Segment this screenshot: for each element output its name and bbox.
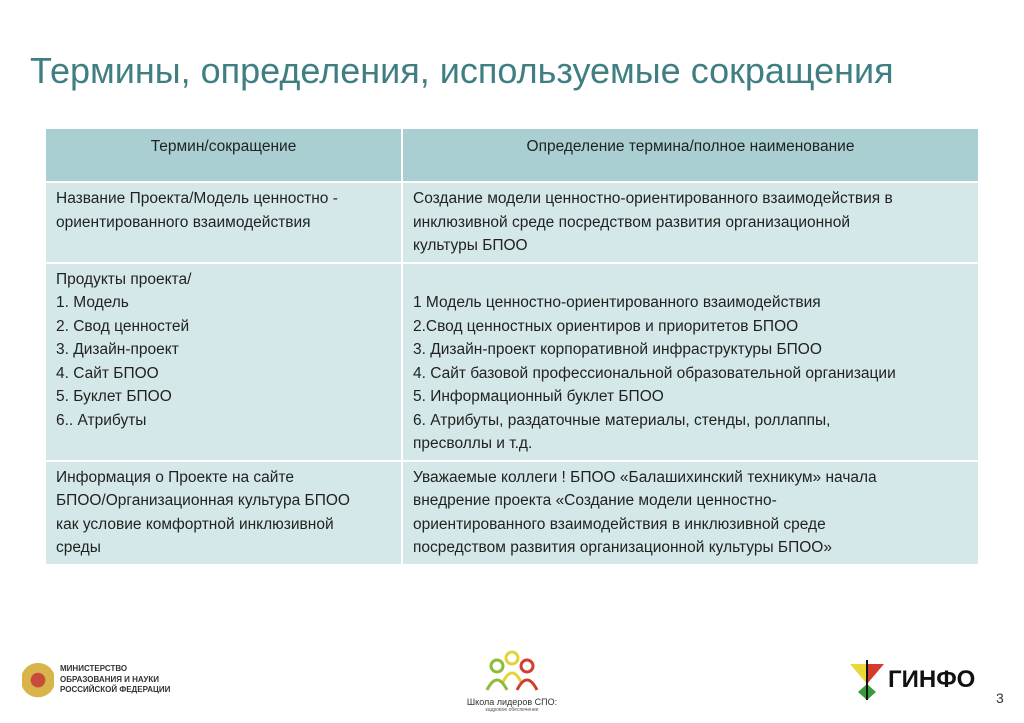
header-term: Термин/сокращение — [45, 128, 402, 182]
ginfo-emblem-icon — [850, 660, 884, 700]
people-icon — [482, 650, 542, 692]
cell-line: 6. Атрибуты, раздаточные материалы, стенды, роллаппы, — [413, 411, 831, 429]
cell-line: 1. Модель — [56, 294, 129, 311]
cell-line: Информация о Проекте на сайте — [56, 468, 295, 486]
cell-line: посредством развития организационной культуры БПОО» — [413, 539, 832, 556]
cell-line: 4. Сайт БПОО — [56, 364, 159, 382]
term-cell — [45, 182, 402, 263]
cell-line: инклюзивной среде посредством развития организационной — [413, 213, 851, 231]
page-number: 3 — [996, 690, 1004, 706]
slide-title: Термины, определения, используемые сокращения — [30, 50, 894, 91]
cell-line: 3. Дизайн-проект — [56, 341, 179, 358]
cell-line: как условие комфортной инклюзивной — [56, 515, 334, 533]
cell-line: пресволлы и т.д. — [413, 435, 533, 452]
table-row — [45, 461, 979, 565]
ministry-line: ОБРАЗОВАНИЯ И НАУКИ — [60, 674, 159, 684]
term-cell — [45, 461, 402, 565]
ministry-logo-text — [60, 664, 170, 696]
cell-line: 5. Информационный буклет БПОО — [413, 388, 664, 405]
ministry-line: МИНИСТЕРСТВО — [60, 664, 128, 673]
cell-line: 6.. Атрибуты — [56, 411, 147, 429]
term-cell — [45, 263, 402, 461]
cell-line: 5. Буклет БПОО — [56, 388, 172, 405]
cell-line: 2. Свод ценностей — [56, 317, 190, 335]
terms-table — [44, 127, 980, 566]
definition-cell — [402, 182, 979, 263]
cell-line: культуры БПОО — [413, 237, 528, 254]
table-row — [45, 182, 979, 263]
coat-of-arms-logo — [22, 657, 54, 699]
cell-line: Уважаемые коллеги ! БПОО «Балашихинский техникум» начала — [413, 468, 877, 486]
cell-line: 3. Дизайн-проект корпоративной инфраструктуры БПОО — [413, 341, 822, 358]
ginfo-logo — [850, 660, 975, 700]
ginfo-label: ГИНФО — [888, 666, 976, 693]
school-leaders-logo — [462, 650, 562, 713]
school-label: Школа лидеров СПО: — [466, 697, 558, 707]
cell-line: Продукты проекта/ — [56, 270, 192, 288]
cell-line: внедрение проекта «Создание модели ценностно- — [413, 492, 777, 509]
definition-cell — [402, 263, 979, 461]
definition-cell — [402, 461, 979, 565]
table-header-row — [45, 128, 979, 182]
cell-line: среды — [56, 539, 101, 556]
cell-line: ориентированного взаимодействия в инклюзивной среде — [413, 515, 826, 533]
cell-line — [413, 268, 968, 292]
cell-line: Название Проекта/Модель ценностно - — [56, 190, 338, 207]
cell-line: ориентированного взаимодействия — [56, 213, 311, 231]
header-definition: Определение термина/полное наименование — [402, 128, 979, 182]
cell-line: 1 Модель ценностно-ориентированного взаимодействия — [413, 294, 821, 311]
cell-line: БПОО/Организационная культура БПОО — [56, 492, 350, 509]
cell-line: 2.Свод ценностных ориентиров и приоритетов БПОО — [413, 317, 799, 335]
cell-line: 4. Сайт базовой профессиональной образовательной организации — [413, 364, 896, 382]
ministry-line: РОССИЙСКОЙ ФЕДЕРАЦИИ — [60, 685, 171, 694]
cell-line: Создание модели ценностно-ориентированного взаимодействия в — [413, 190, 893, 207]
table-row — [45, 263, 979, 461]
school-sublabel: кадровое обеспечение — [485, 707, 539, 713]
